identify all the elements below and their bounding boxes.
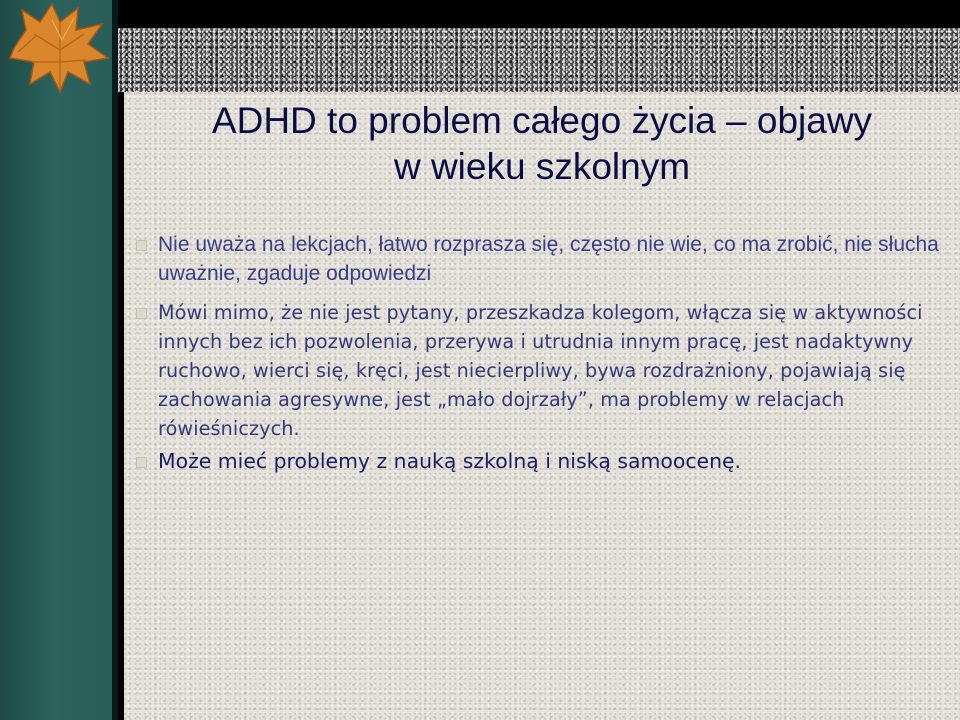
slide-title: [124, 98, 960, 190]
bullet-text: Może mieć problemy z nauką szkolną i niską samoocenę.: [158, 449, 742, 473]
top-texture-strip: [118, 28, 960, 92]
bullet-item: [134, 445, 954, 477]
left-teal-band: [0, 0, 118, 720]
square-bullet-icon: [136, 308, 147, 319]
bullet-text: Nie uważa na lekcjach, łatwo rozprasza się, często nie wie, co ma zrobić, nie słucha uważnie, zgaduje odpowiedzi: [158, 233, 939, 285]
autumn-leaf-icon: [4, 0, 114, 96]
bullet-text: Mówi mimo, że nie jest pytany, przeszkadza kolegom, włącza się w aktywności innych bez ich pozwolenia, przerywa i utrudnia innym pracę, jest nadaktywny ruchowo, wierci się, kręci, jest niecierpliwy, bywa rozdrażniony, pojawiają się zachowania agresywne, jest „mało dojrzały”, ma problemy w relacjach rówieśniczych.: [158, 301, 923, 440]
bullet-item: [134, 230, 954, 288]
bullet-item: [134, 298, 954, 443]
bullet-list: [134, 230, 954, 477]
slide-title-line-2: w wieku szkolnym: [393, 146, 691, 187]
slide-title-line-1: ADHD to problem całego życia – objawy: [211, 100, 873, 141]
square-bullet-icon: [136, 457, 147, 468]
square-bullet-icon: [136, 240, 147, 251]
